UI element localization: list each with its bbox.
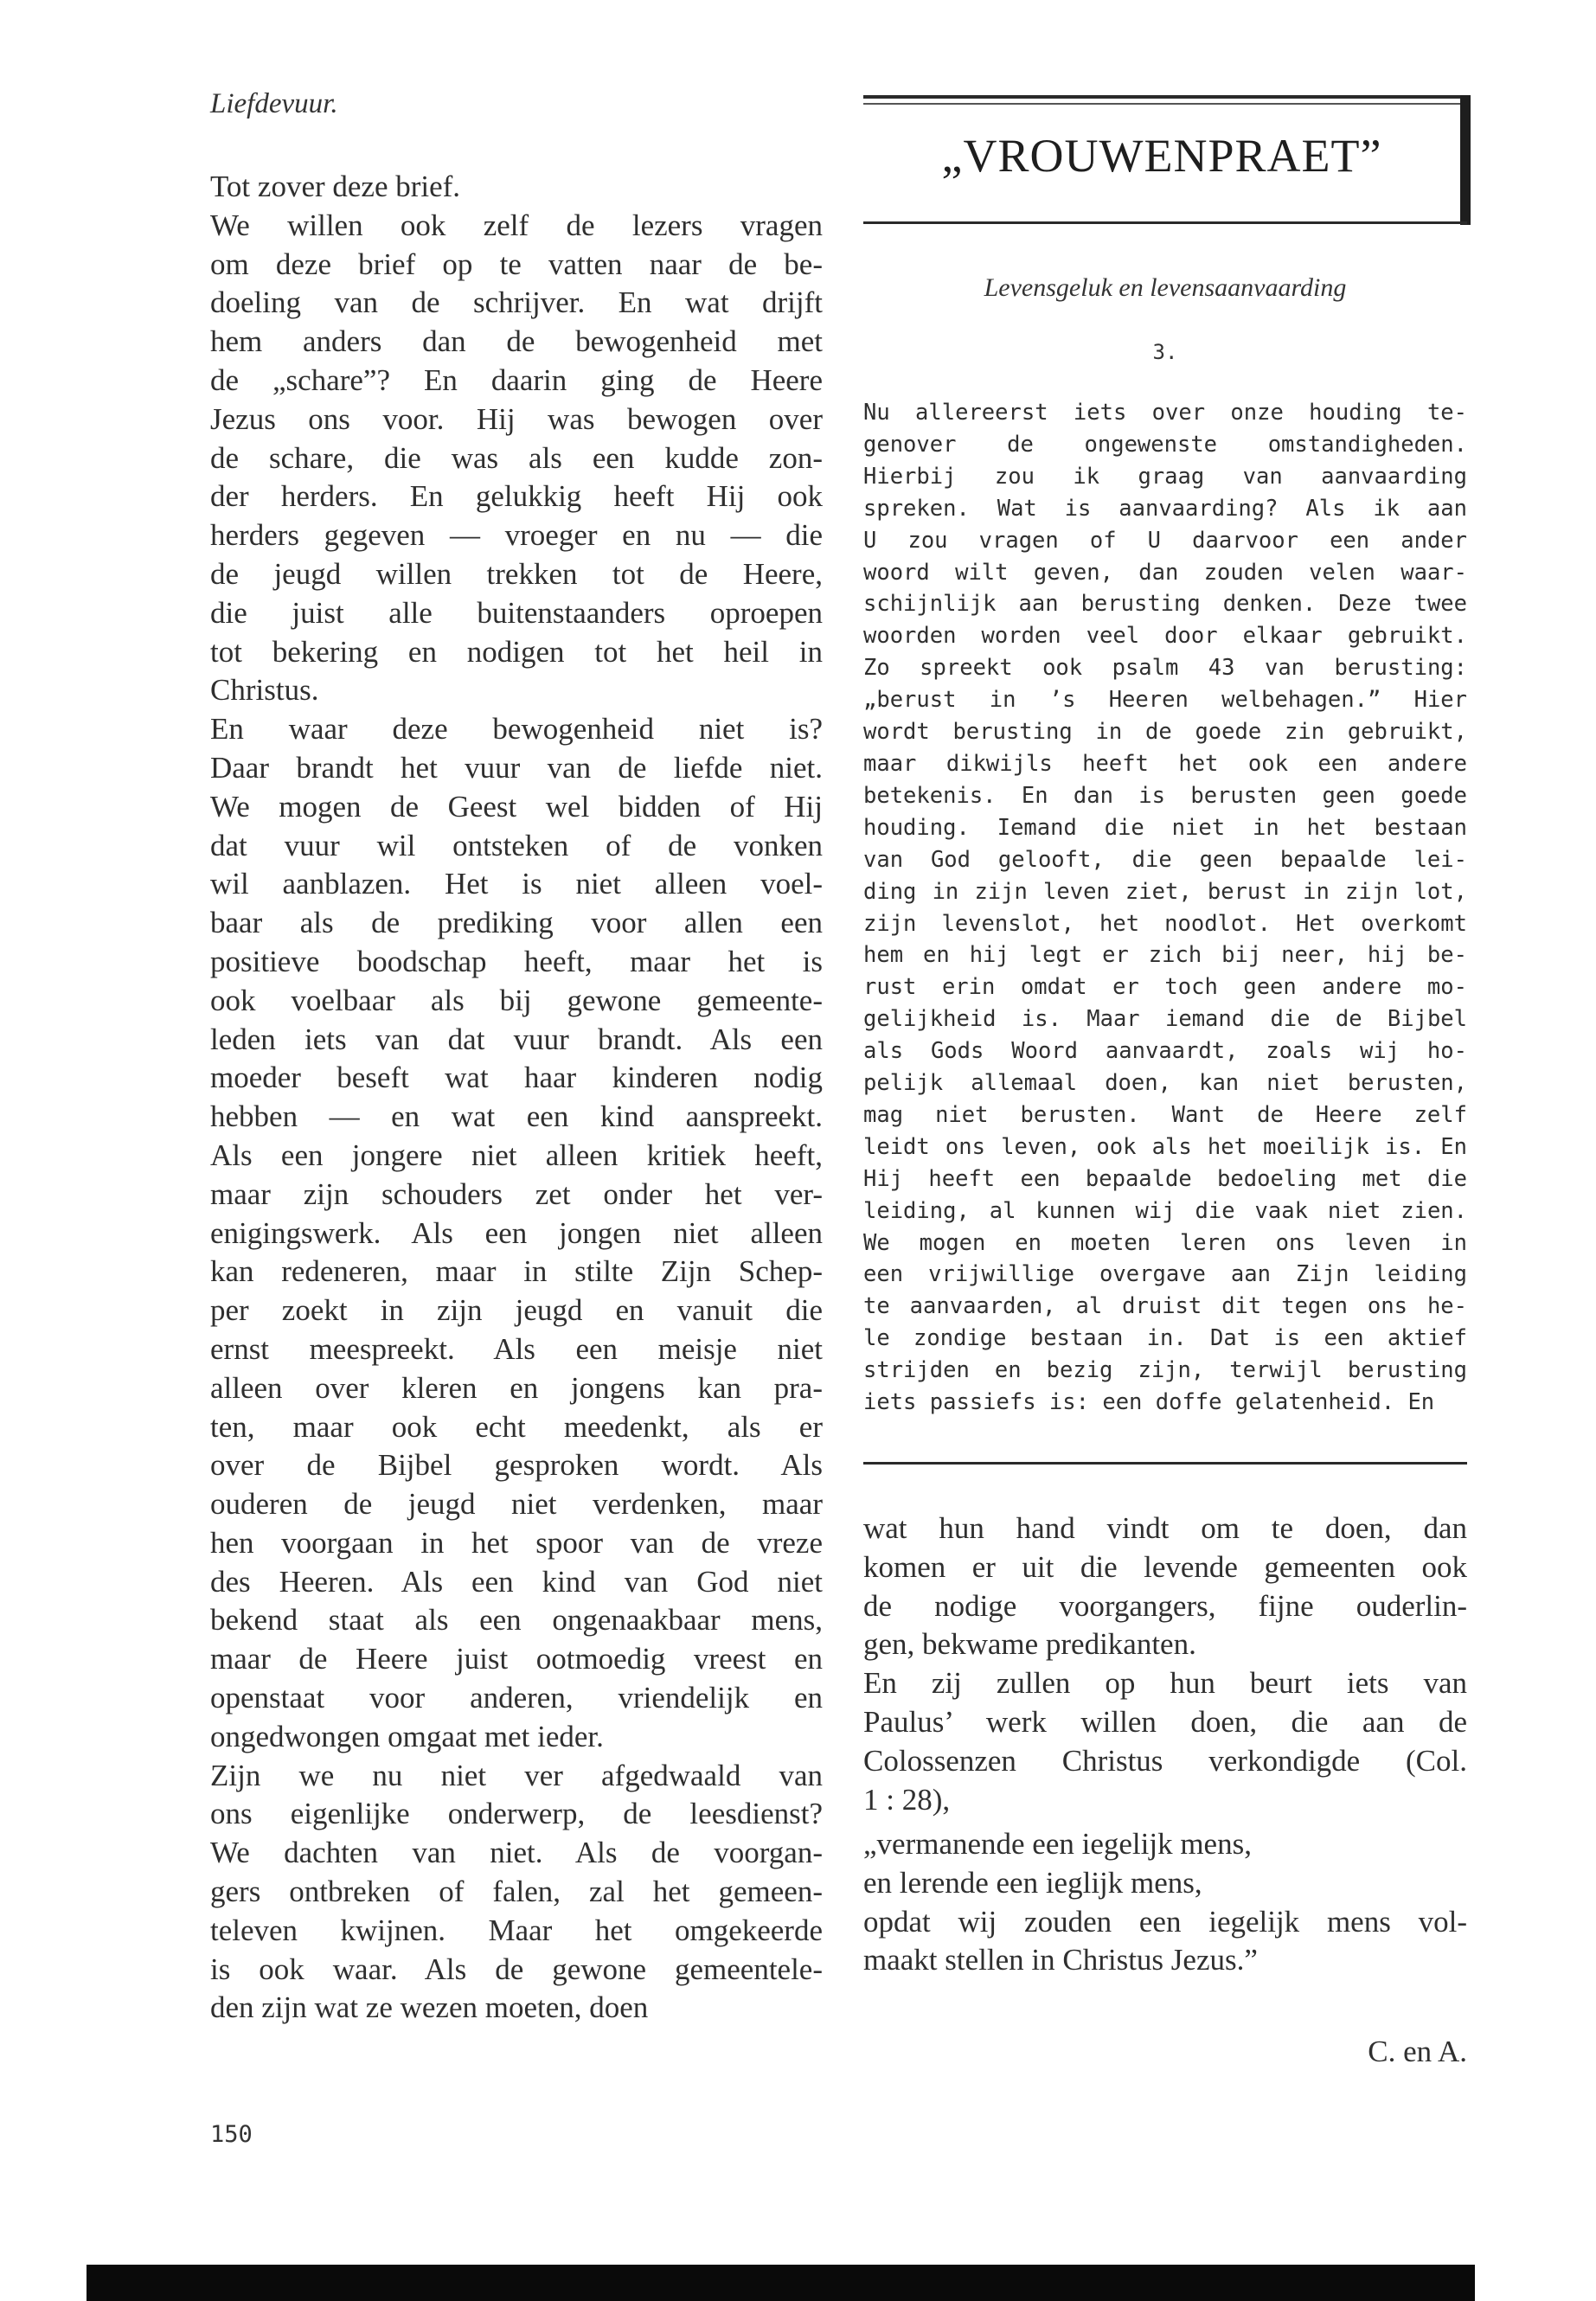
text-line: moeder beseft wat haar kinderen nodig — [210, 1061, 823, 1095]
text-line: de schare, die was als een kudde zon- — [210, 440, 823, 475]
text-line: En waar deze bewogenheid niet is? — [210, 712, 823, 747]
text-line: We willen ook zelf de lezers vragen — [210, 208, 823, 242]
text-line: Als een jongere niet alleen kritiek heeft, — [210, 1138, 823, 1172]
text-line: ten, maar ook echt meedenkt, als er — [210, 1409, 823, 1444]
article-line: Zo spreekt ook psalm 43 van berusting: — [863, 655, 1467, 682]
text-line: Jezus ons voor. Hij was bewogen over — [210, 401, 823, 436]
text-line: hen voorgaan in het spoor van de vreze — [210, 1525, 823, 1560]
continuation-text — [863, 1509, 1467, 1819]
text-line: bekend staat als een ongenaakbaar mens, — [210, 1603, 823, 1638]
quote-line: „vermanende een iegelijk mens, — [863, 1827, 1252, 1861]
page-number: 150 — [210, 2121, 253, 2148]
text-line: televen kwijnen. Maar het omgekeerde — [210, 1913, 823, 1947]
article-line: woord wilt geven, dan zouden velen waar- — [863, 559, 1467, 586]
article-line: een vrijwillige overgave aan Zijn leiding — [863, 1261, 1467, 1288]
text-line: des Heeren. Als een kind van God niet — [210, 1564, 823, 1599]
text-line: leden iets van dat vuur brandt. Als een — [210, 1022, 823, 1056]
text-line: We dachten van niet. Als de voorgan- — [210, 1836, 823, 1870]
article-line: houding. Iemand die niet in het bestaan — [863, 814, 1467, 841]
text-line: maar de Heere juist ootmoedig vreest en — [210, 1642, 823, 1676]
text-line: de nodige voorgangers, fijne ouderlin- — [863, 1588, 1467, 1623]
article-line: hem en hij legt er zich bij neer, hij be- — [863, 942, 1467, 969]
text-line: We mogen de Geest wel bidden of Hij — [210, 789, 823, 824]
text-line: de jeugd willen trekken tot de Heere, — [210, 556, 823, 591]
text-line: herders gegeven — vroeger en nu — die — [210, 518, 823, 553]
article-line: U zou vragen of U daarvoor een ander — [863, 527, 1467, 554]
article-line: pelijk allemaal doen, kan niet berusten, — [863, 1070, 1467, 1097]
text-line: om deze brief op te vatten naar de be- — [210, 247, 823, 281]
text-line: Tot zover deze brief. — [210, 170, 461, 203]
article-line: zijn levenslot, het noodlot. Het overkomt — [863, 910, 1467, 937]
article-line: Hierbij zou ik graag van aanvaarding — [863, 463, 1467, 490]
text-line: tot bekering en nodigen tot het heil in — [210, 634, 823, 669]
text-line: de „schare”? En daarin ging de Heere — [210, 362, 823, 397]
text-line: hem anders dan de bewogenheid met — [210, 324, 823, 359]
text-line: Colossenzen Christus verkondigde (Col. — [863, 1743, 1467, 1778]
text-line: maar zijn schouders zet onder het ver- — [210, 1176, 823, 1211]
text-line: ernst meespreekt. Als een meisje niet — [210, 1331, 823, 1366]
text-line: doeling van de schrijver. En wat drijft — [210, 285, 823, 320]
text-line: der herders. En gelukkig heeft Hij ook — [210, 479, 823, 514]
text-line: openstaat voor anderen, vriendelijk en — [210, 1681, 823, 1715]
text-line: Daar brandt het vuur van de liefde niet. — [210, 750, 823, 785]
article-line: leiding, al kunnen wij die vaak niet zien. — [863, 1197, 1467, 1224]
article-line: wordt berusting in de goede zin gebruikt, — [863, 719, 1467, 746]
article-line: gelijkheid is. Maar iemand die de Bijbel — [863, 1006, 1467, 1033]
article-title: „VROUWENPRAET” — [941, 130, 1382, 182]
text-line: enigingswerk. Als een jongen niet alleen — [210, 1215, 823, 1250]
signature: C. en A. — [1368, 2035, 1467, 2068]
quote-line: opdat wij zouden een iegelijk mens vol- — [863, 1904, 1467, 1939]
article-line: Nu allereerst iets over onze houding te- — [863, 400, 1467, 426]
article-line: te aanvaarden, al druist dit tegen ons he- — [863, 1293, 1467, 1320]
article-line: maar dikwijls heeft het ook een andere — [863, 750, 1467, 777]
scripture-quote — [863, 1825, 1467, 1980]
article-line: mag niet berusten. Want de Heere zelf — [863, 1101, 1467, 1128]
text-line: dat vuur wil ontsteken of de vonken — [210, 828, 823, 862]
left-column — [210, 87, 823, 2028]
scan-edge-bar — [87, 2265, 1475, 2301]
text-line: Christus. — [210, 673, 319, 708]
left-column-text — [210, 168, 823, 2028]
article-body — [863, 397, 1467, 1419]
article-line: „berust in ’s Heeren welbehagen.” Hier — [863, 687, 1467, 714]
text-line: baar als de prediking voor allen een — [210, 906, 823, 940]
article-line: iets passiefs is: een doffe gelatenheid. En — [863, 1389, 1435, 1416]
text-line: den zijn wat ze wezen moeten, doen — [210, 1990, 649, 2025]
text-line: over de Bijbel gesproken wordt. Als — [210, 1448, 823, 1483]
quote-line: maakt stellen in Christus Jezus.” — [863, 1943, 1258, 1977]
text-line: alleen over kleren en jongens kan pra- — [210, 1370, 823, 1405]
article-line: leidt ons leven, ook als het moeilijk is. En — [863, 1133, 1467, 1160]
text-line: gen, bekwame predikanten. — [863, 1627, 1196, 1662]
running-head: Liefdevuur. — [210, 88, 338, 119]
text-line: ons eigenlijke onderwerp, de leesdienst? — [210, 1797, 823, 1831]
article-line: genover de ongewenste omstandigheden. — [863, 431, 1467, 458]
text-line: positieve boodschap heeft, maar het is — [210, 944, 823, 978]
text-line: Zijn we nu niet ver afgedwaald van — [210, 1758, 823, 1792]
text-line: gers ontbreken of falen, zal het gemeen- — [210, 1875, 823, 1909]
text-line: wil aanblazen. Het is niet alleen voel- — [210, 867, 823, 901]
article-subtitle: Levensgeluk en levensaanvaarding — [984, 273, 1347, 302]
title-rule-top — [863, 95, 1467, 99]
article-part-number: 3. — [1152, 340, 1178, 364]
title-rule-bottom — [863, 221, 1467, 224]
text-line: ook voelbaar als bij gewone gemeente- — [210, 983, 823, 1017]
article-line: betekenis. En dan is berusten geen goede — [863, 782, 1467, 809]
article-line: rust erin omdat er toch geen andere mo- — [863, 974, 1467, 1001]
article-line: spreken. Wat is aanvaarding? Als ik aan — [863, 495, 1467, 522]
article-end-rule — [863, 1462, 1467, 1465]
article-line: Hij heeft een bepaalde bedoeling met die — [863, 1165, 1467, 1192]
text-line: wat hun hand vindt om te doen, dan — [863, 1511, 1467, 1545]
text-line: ongedwongen omgaat met ieder. — [210, 1719, 604, 1753]
text-line: 1 : 28), — [863, 1782, 951, 1817]
article-line: ding in zijn leven ziet, berust in zijn lot, — [863, 878, 1467, 905]
quote-line: en lerende een ieglijk mens, — [863, 1865, 1202, 1900]
text-line: Paulus’ werk willen doen, die aan de — [863, 1704, 1467, 1739]
text-line: En zij zullen op hun beurt iets van — [863, 1666, 1467, 1701]
text-line: hebben — en wat een kind aanspreekt. — [210, 1099, 823, 1134]
text-line: ouderen de jeugd niet verdenken, maar — [210, 1487, 823, 1522]
title-side-bar — [1460, 95, 1471, 225]
article-line: le zondige bestaan in. Dat is een aktief — [863, 1325, 1467, 1352]
text-line: die juist alle buitenstaanders oproepen — [210, 595, 823, 630]
article-line: schijnlijk aan berusting denken. Deze twee — [863, 591, 1467, 618]
text-line: komen er uit die levende gemeenten ook — [863, 1549, 1467, 1584]
text-line: is ook waar. Als de gewone gemeentele- — [210, 1952, 823, 1986]
article-line: van God gelooft, die geen bepaalde lei- — [863, 846, 1467, 873]
article-line: We mogen en moeten leren ons leven in — [863, 1229, 1467, 1256]
text-line: kan redeneren, maar in stilte Zijn Schep- — [210, 1254, 823, 1289]
article-line: strijden en bezig zijn, terwijl berusting — [863, 1357, 1467, 1384]
article-line: als Gods Woord aanvaardt, zoals wij ho- — [863, 1038, 1467, 1065]
text-line: per zoekt in zijn jeugd en vanuit die — [210, 1293, 823, 1328]
article-line: woorden worden veel door elkaar gebruikt. — [863, 623, 1467, 650]
title-rule-top-thin — [863, 103, 1467, 105]
